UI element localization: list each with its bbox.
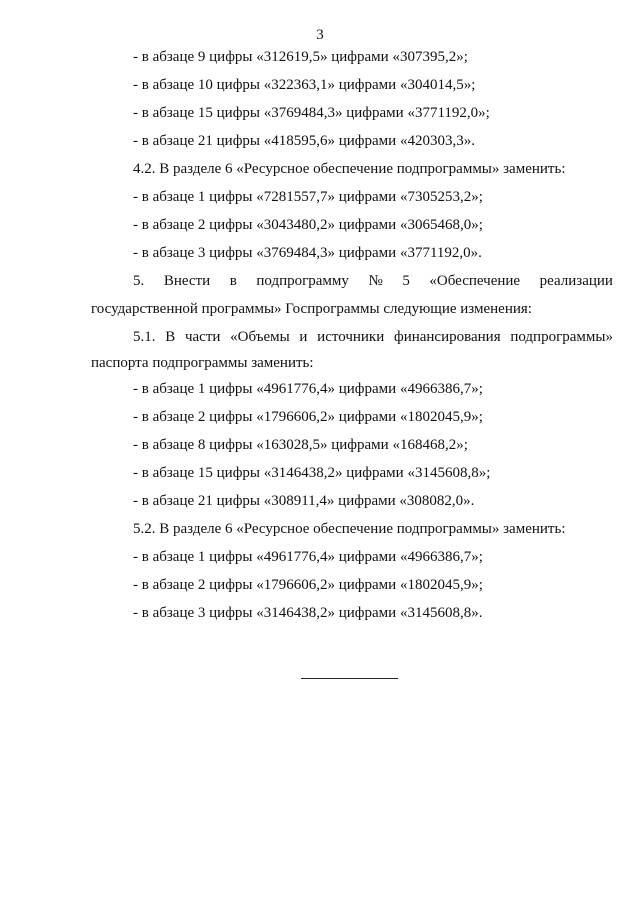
amendment-item: - в абзаце 21 цифры «308911,4» цифрами «308082,0». [133,493,475,509]
amendment-item: - в абзаце 1 цифры «4961776,4» цифрами «4966386,7»; [133,381,483,397]
section-5-heading-line2: государственной программы» Госпрограммы следующие изменения: [91,301,532,317]
word: № [368,273,383,289]
word: источники [317,329,385,345]
word: 5.1. [133,329,156,345]
word: части [184,329,221,345]
end-of-document-rule [301,678,398,679]
section-5-1-heading-line2: паспорта подпрограммы заменить: [91,355,314,371]
amendment-item: - в абзаце 1 цифры «7281557,7» цифрами «7305253,2»; [133,189,483,205]
word: «Обеспечение [429,273,521,289]
amendment-item: - в абзаце 2 цифры «3043480,2» цифрами «3065468,0»; [133,217,483,233]
word: Внести [163,273,211,289]
word: подпрограммы» [510,329,613,345]
amendment-item: - в абзаце 15 цифры «3769484,3» цифрами «3771192,0»; [133,105,490,121]
amendment-item: - в абзаце 3 цифры «3769484,3» цифрами «3771192,0». [133,245,482,261]
word: финансирования [393,329,501,345]
amendment-item: - в абзаце 2 цифры «1796606,2» цифрами «1802045,9»; [133,577,483,593]
word: подпрограмму [256,273,349,289]
section-4-2-heading: 4.2. В разделе 6 «Ресурсное обеспечение подпрограммы» заменить: [133,161,566,177]
section-5-heading-line1 [133,272,613,290]
amendment-item: - в абзаце 15 цифры «3146438,2» цифрами «3145608,8»; [133,465,491,481]
amendment-item: - в абзаце 2 цифры «1796606,2» цифрами «1802045,9»; [133,409,483,425]
page-number: 3 [316,27,324,43]
word: В [165,329,176,345]
word: 5 [402,273,410,289]
word: 5. [133,273,145,289]
word: «Объемы [230,329,290,345]
section-5-2-heading: 5.2. В разделе 6 «Ресурсное обеспечение подпрограммы» заменить: [133,521,566,537]
amendment-item: - в абзаце 21 цифры «418595,6» цифрами «420303,3». [133,133,475,149]
section-5-1-heading-line1 [133,328,613,346]
amendment-item: - в абзаце 8 цифры «163028,5» цифрами «168468,2»; [133,437,468,453]
amendment-item: - в абзаце 10 цифры «322363,1» цифрами «304014,5»; [133,77,476,93]
word: в [229,273,237,289]
word: реализации [539,273,613,289]
amendment-item: - в абзаце 9 цифры «312619,5» цифрами «307395,2»; [133,49,468,65]
amendment-item: - в абзаце 3 цифры «3146438,2» цифрами «3145608,8». [133,605,483,621]
word: и [299,329,308,345]
amendment-item: - в абзаце 1 цифры «4961776,4» цифрами «4966386,7»; [133,549,483,565]
